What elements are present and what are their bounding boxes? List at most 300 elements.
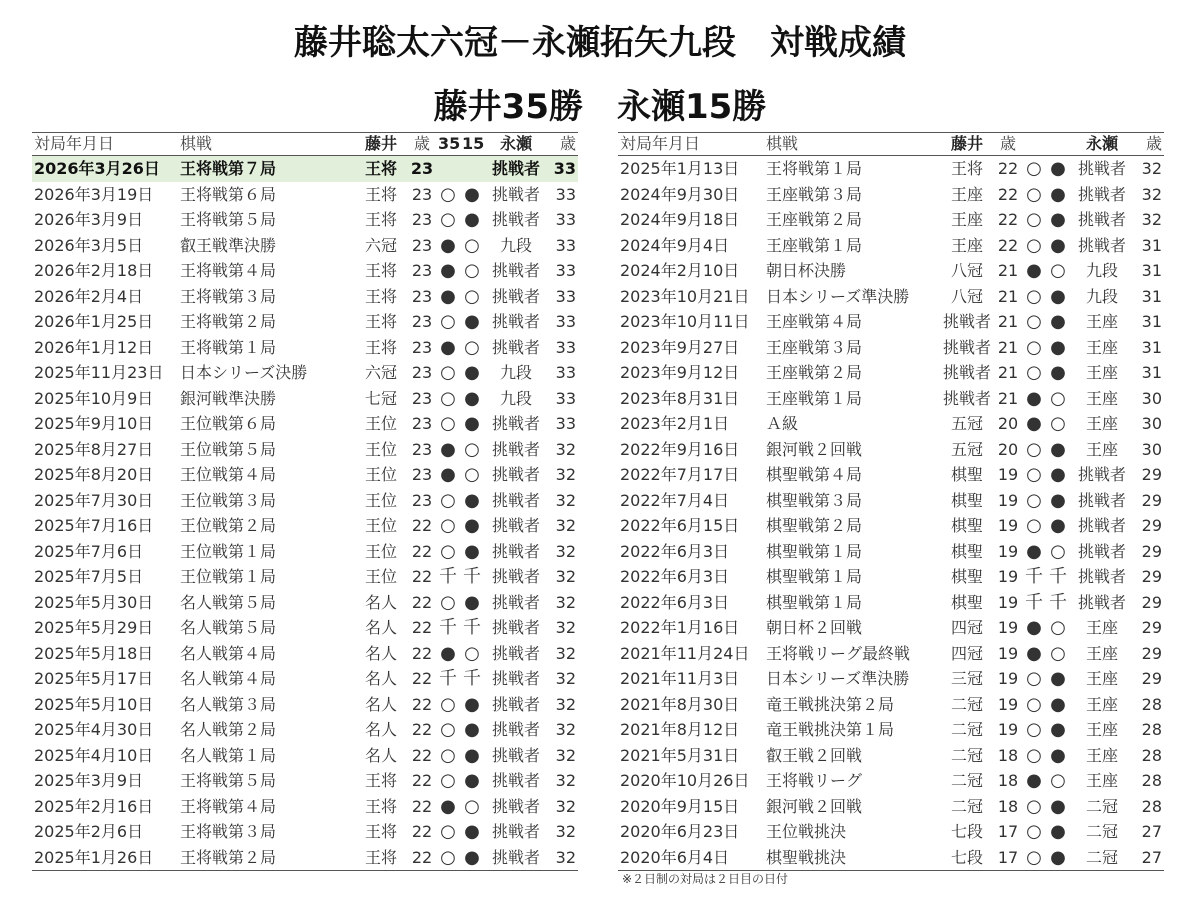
nagase-title: 挑戦者: [491, 618, 540, 638]
fujii-title: 王位: [364, 439, 397, 459]
game-date: 2020年10月26日: [620, 771, 750, 791]
fujii-title: 四冠: [950, 618, 983, 638]
nagase-result: ○: [464, 234, 480, 256]
nagase-age: 28: [1141, 771, 1162, 791]
nagase-result: ●: [1046, 845, 1070, 871]
event-name: 王座戦第２局: [766, 210, 863, 230]
event-name: 名人戦第１局: [180, 745, 277, 765]
nagase-title: 挑戦者: [491, 414, 540, 434]
nagase-title: 挑戦者: [1077, 235, 1126, 255]
fujii-title: 王将: [364, 822, 397, 842]
fujii-age: 22: [411, 541, 433, 561]
nagase-title: 挑戦者: [1077, 490, 1126, 510]
fujii-title: 名人: [364, 618, 397, 638]
game-date: 2026年1月25日: [34, 312, 154, 332]
fujii-title: 二冠: [950, 771, 983, 791]
fujii-age: 23: [411, 414, 433, 434]
game-date: 2026年3月9日: [34, 210, 144, 230]
fujii-result: ●: [440, 795, 456, 817]
game-date: 2020年6月4日: [618, 845, 764, 871]
fujii-result: ●: [440, 464, 456, 486]
event-name: 名人戦第２局: [180, 720, 277, 740]
table-row: [32, 641, 578, 667]
table-row: [618, 768, 1164, 794]
event-name: 叡王戦２回戦: [766, 745, 863, 765]
fujii-title: 挑戦者: [942, 363, 991, 383]
header-opp-age: 歳: [548, 133, 578, 156]
game-date: 2025年1月13日: [620, 159, 740, 179]
fujii-age: 22: [408, 845, 436, 871]
nagase-result: ●: [464, 209, 480, 231]
table-row: [618, 590, 1164, 616]
event-name: 王将戦第３局: [180, 822, 277, 842]
fujii-title: 棋聖: [950, 465, 983, 485]
header-fujii: 藤井: [354, 133, 408, 156]
nagase-result: ○: [1050, 540, 1066, 562]
event-name: 王将戦リーグ: [766, 771, 863, 791]
game-date: 2026年3月26日: [32, 156, 178, 182]
nagase-title: 挑戦者: [491, 490, 540, 510]
score-summary: 藤井35勝 永瀬15勝: [433, 87, 767, 127]
event-name: 叡王戦準決勝: [180, 235, 277, 255]
game-date: 2024年9月4日: [620, 235, 730, 255]
fujii-result: ○: [440, 311, 456, 333]
fujii-age: 21: [997, 337, 1019, 357]
nagase-result: ●: [464, 693, 480, 715]
fujii-title: 名人: [364, 745, 397, 765]
table-row: [618, 462, 1164, 488]
fujii-result: ○: [440, 591, 456, 613]
table-row: [32, 513, 578, 539]
nagase-age: 29: [1141, 516, 1162, 536]
fujii-age: 22: [411, 592, 433, 612]
nagase-age: 32: [1141, 210, 1162, 230]
nagase-result: [460, 156, 484, 182]
fujii-title: 王将: [354, 156, 408, 182]
fujii-result: ○: [440, 209, 456, 231]
fujii-age: 23: [411, 184, 433, 204]
table-row: [32, 615, 578, 641]
nagase-result: ○: [464, 438, 480, 460]
fujii-title: 四冠: [950, 643, 983, 663]
fujii-age: 19: [997, 643, 1019, 663]
nagase-age: 32: [555, 465, 576, 485]
nagase-title: 挑戦者: [1077, 541, 1126, 561]
fujii-age: 23: [411, 261, 433, 281]
table-row: [618, 513, 1164, 539]
nagase-title: 挑戦者: [491, 643, 540, 663]
table-row: [618, 845, 1164, 871]
fujii-age: 19: [997, 592, 1019, 612]
event-name: 王位戦第１局: [180, 541, 277, 561]
nagase-title: 王座: [1085, 414, 1118, 434]
nagase-result: ●: [1050, 515, 1066, 537]
fujii-result: ○: [440, 183, 456, 205]
nagase-age: 27: [1134, 845, 1164, 871]
table-row: [32, 156, 578, 182]
nagase-result: ○: [464, 336, 480, 358]
table-row: [618, 335, 1164, 361]
nagase-title: 挑戦者: [491, 184, 540, 204]
table-row: [32, 488, 578, 514]
table-row: [32, 386, 578, 412]
nagase-result: ●: [1050, 744, 1066, 766]
fujii-title: 王将: [364, 286, 397, 306]
fujii-title: 王将: [364, 771, 397, 791]
table-row: [32, 411, 578, 437]
fujii-title: 六冠: [364, 363, 397, 383]
nagase-age: 28: [1141, 745, 1162, 765]
nagase-result: ●: [1050, 719, 1066, 741]
nagase-title: 挑戦者: [491, 771, 540, 791]
fujii-age: 19: [997, 720, 1019, 740]
nagase-age: 33: [555, 235, 576, 255]
fujii-result: ○: [440, 489, 456, 511]
fujii-title: 六冠: [364, 235, 397, 255]
game-date: 2023年8月31日: [620, 388, 740, 408]
fujii-result: ●: [440, 260, 456, 282]
nagase-result: 千: [463, 566, 481, 588]
header-age: 歳: [408, 133, 436, 156]
fujii-age: 21: [997, 388, 1019, 408]
event-name: 朝日杯決勝: [766, 261, 847, 281]
fujii-age: 23: [411, 465, 433, 485]
nagase-age: 33: [555, 261, 576, 281]
fujii-result: ○: [1026, 668, 1042, 690]
fujii-result: 千: [439, 617, 457, 639]
nagase-age: 33: [555, 363, 576, 383]
event-name: 王座戦第３局: [766, 337, 863, 357]
nagase-title: 挑戦者: [491, 796, 540, 816]
fujii-title: 八冠: [950, 261, 983, 281]
fujii-title: 王将: [354, 845, 408, 871]
game-date: 2025年4月30日: [34, 720, 154, 740]
nagase-result: ●: [1050, 438, 1066, 460]
nagase-result: ●: [1050, 693, 1066, 715]
table-row: [618, 692, 1164, 718]
game-date: 2026年3月19日: [34, 184, 154, 204]
nagase-title: 挑戦者: [491, 694, 540, 714]
nagase-age: 31: [1141, 261, 1162, 281]
fujii-result: ●: [1026, 387, 1042, 409]
fujii-result: ○: [1026, 158, 1042, 180]
header-nagase: 永瀬: [484, 133, 548, 156]
game-date: 2025年2月16日: [34, 796, 154, 816]
nagase-age: 33: [555, 312, 576, 332]
nagase-result: ●: [1050, 183, 1066, 205]
nagase-age: 33: [555, 286, 576, 306]
fujii-result: ○: [440, 744, 456, 766]
event-name: 王将戦第７局: [178, 156, 354, 182]
game-date: 2026年1月12日: [34, 337, 154, 357]
fujii-age: 23: [411, 286, 433, 306]
event-name: 名人戦第４局: [180, 643, 277, 663]
event-name: 王将戦第１局: [180, 337, 277, 357]
event-name: 朝日杯２回戦: [766, 618, 863, 638]
game-date: 2025年1月26日: [32, 845, 178, 871]
table-row: [618, 717, 1164, 743]
nagase-result: ●: [460, 845, 484, 871]
nagase-title: 挑戦者: [491, 669, 540, 689]
game-date: 2024年2月10日: [620, 261, 740, 281]
nagase-result: ○: [1050, 413, 1066, 435]
nagase-result: ●: [464, 387, 480, 409]
fujii-result: ○: [1026, 234, 1042, 256]
table-row: [32, 360, 578, 386]
event-name: 王将戦第４局: [180, 796, 277, 816]
nagase-age: 33: [548, 156, 578, 182]
nagase-title: 挑戦者: [491, 516, 540, 536]
fujii-title: 七段: [940, 845, 994, 871]
header-age: 歳: [994, 133, 1022, 156]
fujii-title: 挑戦者: [942, 388, 991, 408]
fujii-title: 五冠: [950, 414, 983, 434]
table-row: [618, 743, 1164, 769]
nagase-title: 挑戦者: [491, 720, 540, 740]
fujii-age: 22: [997, 235, 1019, 255]
event-name: 銀河戦２回戦: [766, 439, 863, 459]
nagase-result: ○: [464, 464, 480, 486]
nagase-title: 王座: [1085, 643, 1118, 663]
nagase-title: 挑戦者: [484, 845, 548, 871]
game-date: 2021年11月3日: [620, 669, 740, 689]
event-name: 王座戦第４局: [766, 312, 863, 332]
fujii-result: ●: [440, 285, 456, 307]
fujii-age: 23: [411, 363, 433, 383]
nagase-result: ●: [464, 489, 480, 511]
nagase-result: 千: [463, 668, 481, 690]
fujii-result: ○: [1026, 515, 1042, 537]
fujii-result: ●: [1026, 413, 1042, 435]
nagase-age: 32: [555, 771, 576, 791]
nagase-result: ●: [464, 183, 480, 205]
fujii-age: 22: [411, 618, 433, 638]
event-name: 王位戦第２局: [180, 516, 277, 536]
event-name: 王位戦第１局: [180, 567, 277, 587]
nagase-result: ●: [464, 821, 480, 843]
nagase-title: 九段: [1085, 261, 1118, 281]
fujii-title: 王将: [364, 796, 397, 816]
nagase-result: ●: [464, 591, 480, 613]
fujii-age: 19: [997, 465, 1019, 485]
event-name: 日本シリーズ準決勝: [766, 669, 910, 689]
game-date: 2025年3月9日: [34, 771, 144, 791]
fujii-age: 22: [411, 694, 433, 714]
fujii-title: 五冠: [950, 439, 983, 459]
fujii-result: ○: [1026, 744, 1042, 766]
table-row: [32, 666, 578, 692]
fujii-title: 王位: [364, 567, 397, 587]
fujii-title: 三冠: [950, 669, 983, 689]
nagase-result: 千: [463, 617, 481, 639]
table-row: [32, 207, 578, 233]
event-name: 王位戦第６局: [180, 414, 277, 434]
nagase-age: 32: [555, 567, 576, 587]
fujii-title: 王位: [364, 490, 397, 510]
event-name: 王将戦第４局: [180, 261, 277, 281]
nagase-title: 挑戦者: [484, 156, 548, 182]
nagase-age: 32: [555, 669, 576, 689]
nagase-age: 31: [1141, 286, 1162, 306]
event-name: 王座戦第３局: [766, 184, 863, 204]
nagase-age: 32: [555, 541, 576, 561]
event-name: Ａ級: [766, 414, 799, 434]
fujii-result: 千: [1025, 591, 1043, 613]
game-date: 2025年5月30日: [34, 592, 154, 612]
nagase-title: 挑戦者: [1077, 516, 1126, 536]
fujii-result: ○: [1026, 438, 1042, 460]
table-row: [32, 284, 578, 310]
fujii-age: 19: [997, 669, 1019, 689]
nagase-title: 挑戦者: [491, 312, 540, 332]
table-row: [618, 564, 1164, 590]
fujii-age: 22: [997, 184, 1019, 204]
fujii-title: 王将: [950, 159, 983, 179]
nagase-result: ●: [1050, 234, 1066, 256]
event-name: 名人戦第５局: [180, 592, 277, 612]
fujii-age: 23: [411, 312, 433, 332]
event-name: 王将戦第５局: [180, 210, 277, 230]
record-table-right: [618, 132, 1164, 871]
nagase-title: 二冠: [1085, 822, 1118, 842]
fujii-result: ●: [1026, 617, 1042, 639]
table-row: [618, 641, 1164, 667]
fujii-result: ●: [1026, 540, 1042, 562]
fujii-title: 八冠: [950, 286, 983, 306]
nagase-title: 九段: [499, 235, 532, 255]
event-name: 竜王戦挑決第１局: [766, 720, 895, 740]
table-row: [32, 335, 578, 361]
nagase-result: ●: [1050, 336, 1066, 358]
nagase-title: 王座: [1085, 669, 1118, 689]
event-name: 王将戦第２局: [178, 845, 354, 871]
game-date: 2025年7月30日: [34, 490, 154, 510]
fujii-result: ○: [440, 719, 456, 741]
page-title: 藤井聡太六冠－永瀬拓矢九段 対戦成績: [294, 23, 906, 63]
event-name: 王将戦第１局: [766, 159, 863, 179]
nagase-age: 32: [555, 592, 576, 612]
game-date: 2024年9月30日: [620, 184, 740, 204]
nagase-result: ○: [1050, 770, 1066, 792]
game-date: 2023年9月27日: [620, 337, 740, 357]
fujii-title: 棋聖: [950, 516, 983, 536]
fujii-result: ○: [1026, 719, 1042, 741]
event-name: 棋聖戦第１局: [766, 541, 863, 561]
game-date: 2020年6月23日: [620, 822, 740, 842]
game-date: 2022年1月16日: [620, 618, 740, 638]
event-name: 竜王戦挑決第２局: [766, 694, 895, 714]
table-row: [32, 692, 578, 718]
nagase-age: 33: [555, 184, 576, 204]
table-row: [32, 437, 578, 463]
fujii-result: ●: [440, 642, 456, 664]
nagase-age: 33: [555, 388, 576, 408]
table-row: [618, 386, 1164, 412]
fujii-result: ●: [1026, 642, 1042, 664]
nagase-age: 30: [1141, 414, 1162, 434]
game-date: 2025年2月6日: [34, 822, 144, 842]
game-date: 2022年6月3日: [620, 541, 730, 561]
game-date: 2026年2月18日: [34, 261, 154, 281]
nagase-title: 挑戦者: [491, 592, 540, 612]
table-header-row: [618, 133, 1164, 156]
game-date: 2025年5月10日: [34, 694, 154, 714]
event-name: 王座戦第２局: [766, 363, 863, 383]
event-name: 王位戦第４局: [180, 465, 277, 485]
fujii-result: ○: [1026, 209, 1042, 231]
nagase-result: ●: [1050, 668, 1066, 690]
event-name: 棋聖戦第１局: [766, 567, 863, 587]
fujii-result: ○: [440, 515, 456, 537]
fujii-age: 22: [997, 159, 1019, 179]
game-date: 2025年10月9日: [34, 388, 154, 408]
game-date: 2025年9月10日: [34, 414, 154, 434]
fujii-result: ○: [440, 821, 456, 843]
fujii-age: 23: [411, 210, 433, 230]
nagase-result: ●: [1050, 311, 1066, 333]
nagase-result: ●: [464, 515, 480, 537]
nagase-title: 挑戦者: [491, 337, 540, 357]
fujii-title: 二冠: [950, 796, 983, 816]
fujii-age: 22: [411, 516, 433, 536]
nagase-result: ●: [1050, 209, 1066, 231]
fujii-age: 19: [997, 516, 1019, 536]
event-name: 王将戦第６局: [180, 184, 277, 204]
fujii-result: ●: [1026, 260, 1042, 282]
table-row: [618, 794, 1164, 820]
nagase-title: 九段: [499, 363, 532, 383]
nagase-title: 王座: [1085, 439, 1118, 459]
fujii-title: 王将: [364, 261, 397, 281]
fujii-age: 22: [411, 669, 433, 689]
fujii-age: 17: [997, 822, 1019, 842]
table-row: [618, 207, 1164, 233]
header-date: 対局年月日: [32, 133, 178, 156]
table-row: [32, 258, 578, 284]
nagase-result: ○: [1050, 617, 1066, 639]
game-date: 2025年5月18日: [34, 643, 154, 663]
nagase-title: 挑戦者: [491, 465, 540, 485]
nagase-result: 千: [1049, 566, 1067, 588]
game-date: 2022年6月15日: [620, 516, 740, 536]
event-name: 王位戦挑決: [766, 822, 847, 842]
fujii-age: 18: [997, 771, 1019, 791]
table-row: [32, 845, 578, 871]
game-date: 2025年7月16日: [34, 516, 154, 536]
nagase-age: 29: [1141, 592, 1162, 612]
table-row: [618, 360, 1164, 386]
table-row: [32, 539, 578, 565]
fujii-title: 王将: [364, 210, 397, 230]
nagase-result: ○: [464, 642, 480, 664]
fujii-title: 名人: [364, 643, 397, 663]
nagase-result: ●: [1050, 285, 1066, 307]
fujii-result: ○: [440, 413, 456, 435]
event-name: 銀河戦準決勝: [180, 388, 277, 408]
fujii-title: 棋聖: [950, 490, 983, 510]
header-date: 対局年月日: [618, 133, 764, 156]
nagase-title: 王座: [1085, 694, 1118, 714]
fujii-result: ○: [1026, 821, 1042, 843]
fujii-result: ○: [440, 693, 456, 715]
fujii-result: ○: [1026, 311, 1042, 333]
nagase-result: ○: [464, 260, 480, 282]
nagase-result: ●: [1050, 362, 1066, 384]
event-name: 棋聖戦挑決: [764, 845, 940, 871]
nagase-age: 32: [555, 720, 576, 740]
fujii-age: 22: [411, 720, 433, 740]
game-date: 2022年6月3日: [620, 592, 730, 612]
